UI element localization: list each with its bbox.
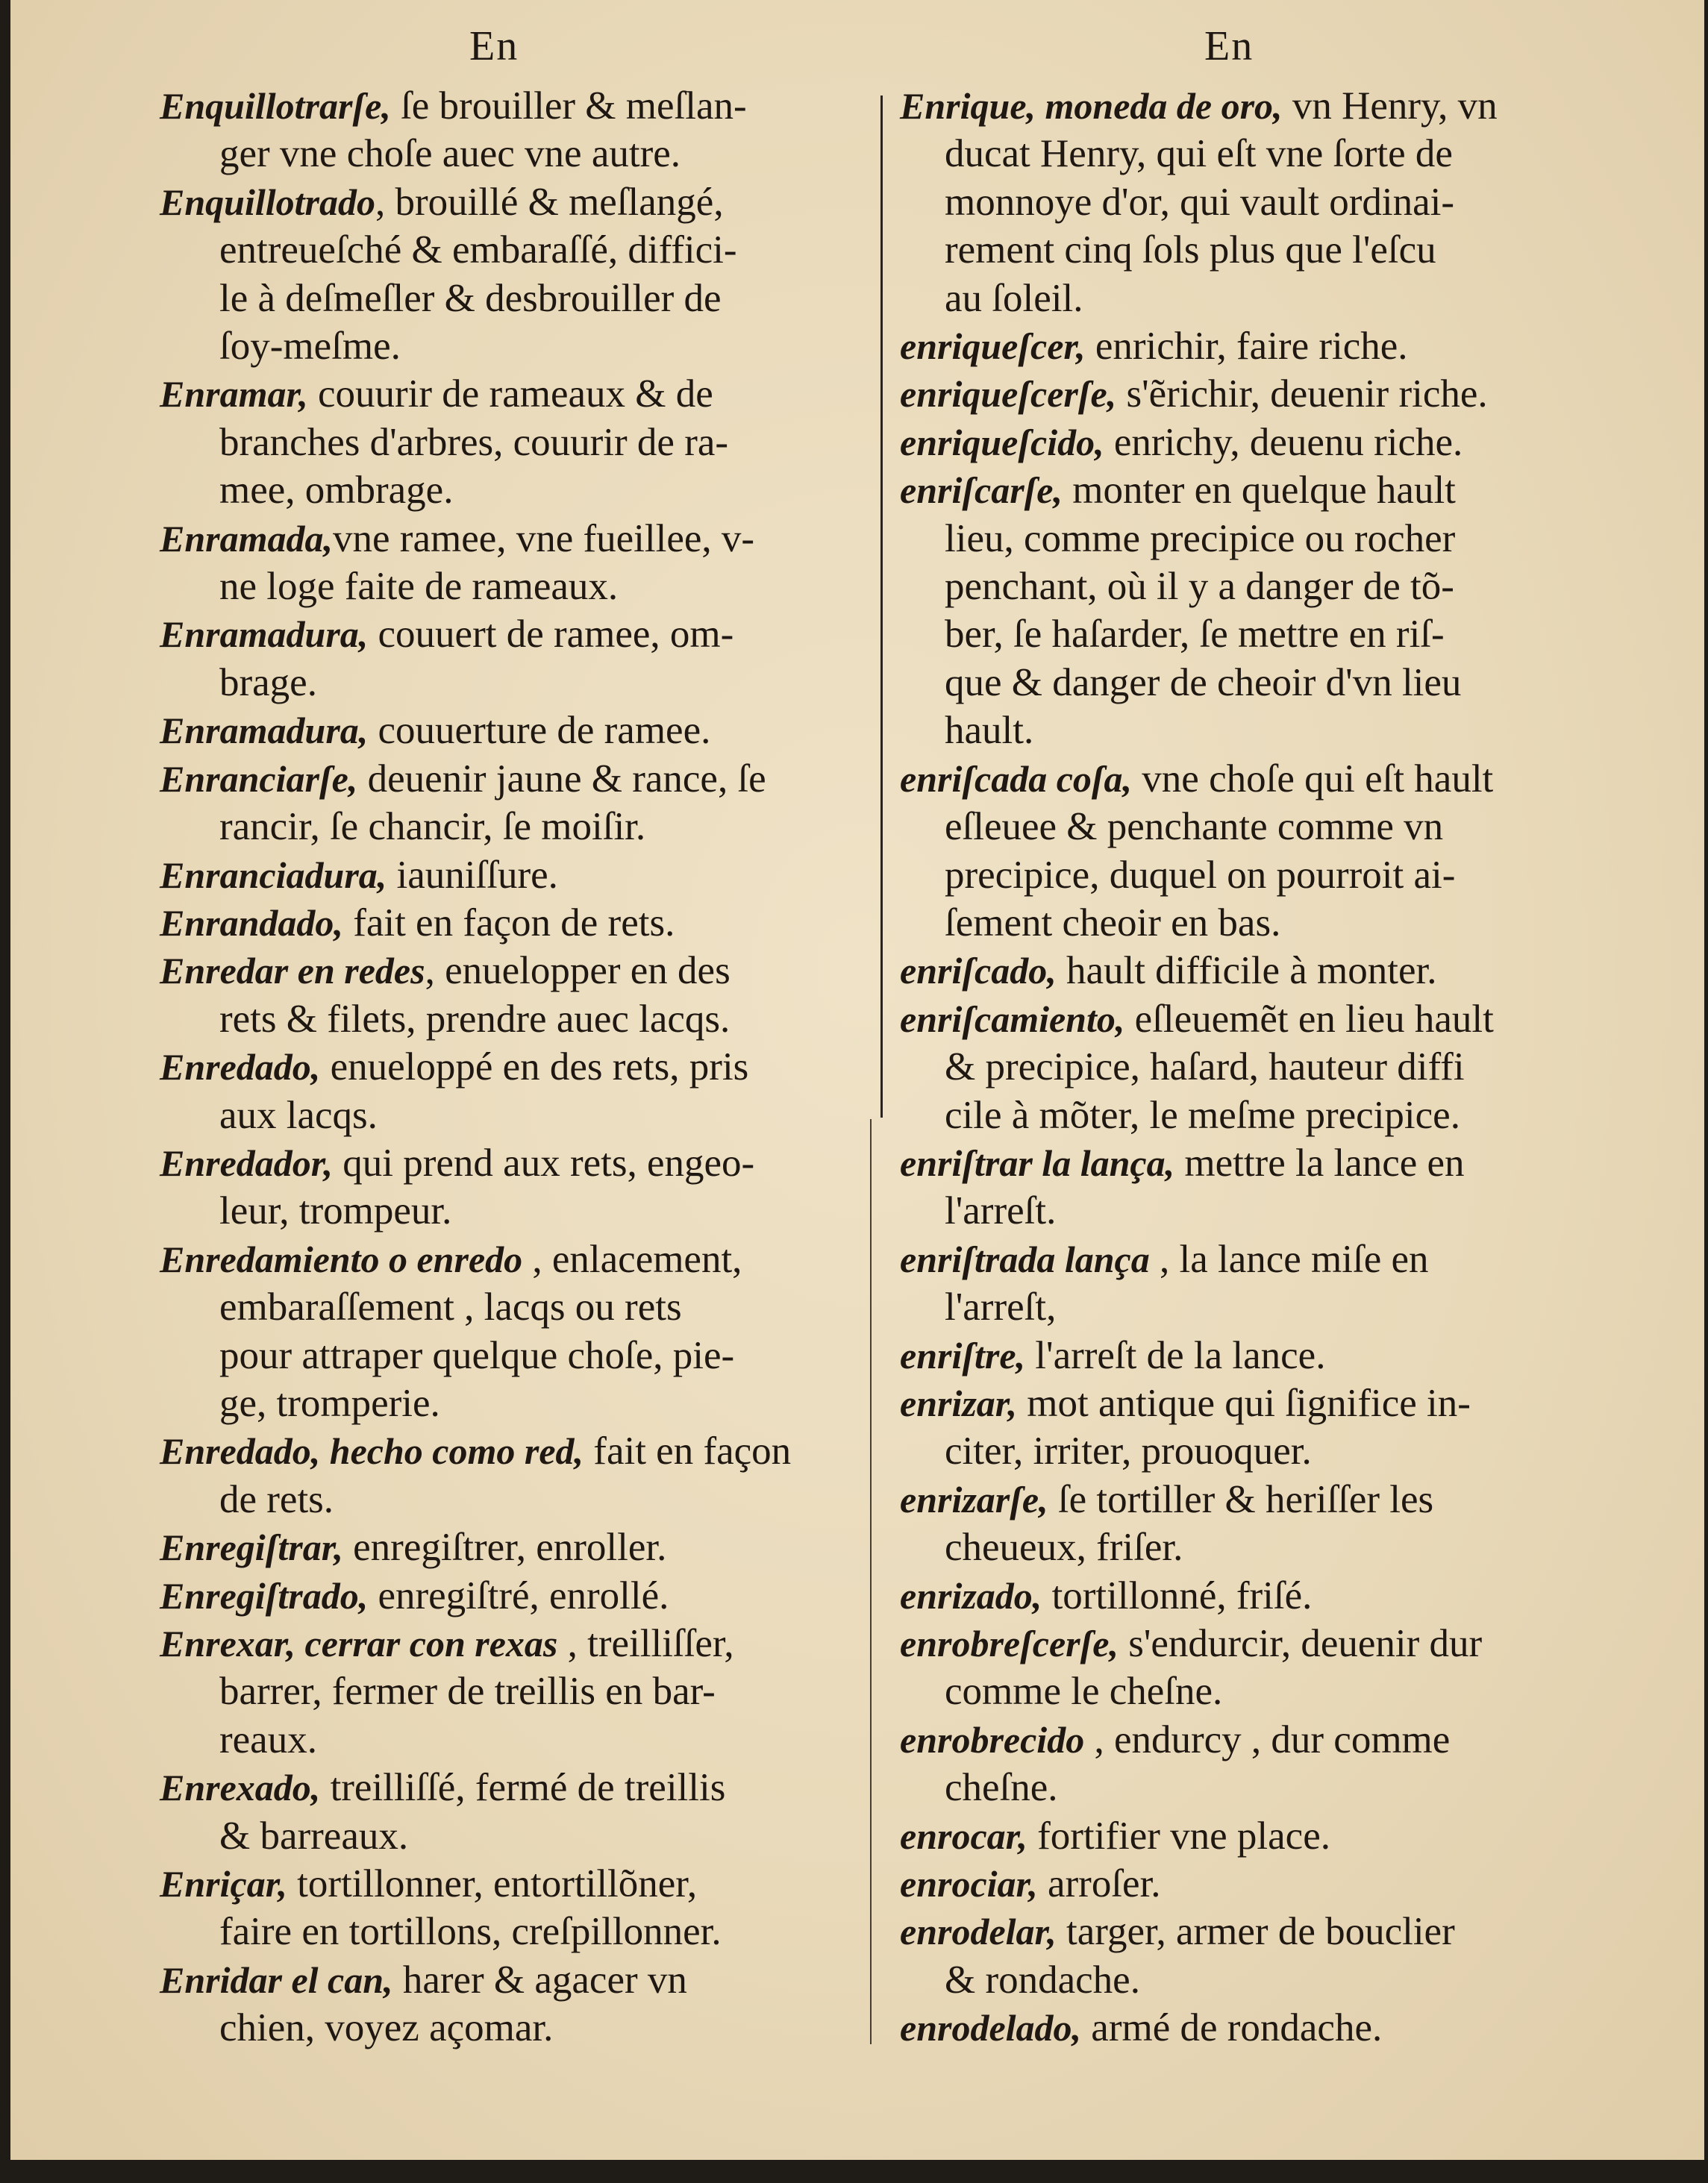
dictionary-entry [900, 947, 1704, 995]
entry-definition-line: eſleuemẽt en lieu hault [1124, 997, 1494, 1041]
entry-definition-line: ger vne choſe auec vne autre. [219, 132, 681, 176]
entry-definition-line: ge, tromperie. [219, 1381, 440, 1425]
entry-headword: enrizar, [900, 1382, 1018, 1424]
entry-headword: enriſtrar la lança, [900, 1141, 1175, 1184]
entry-definition-line: monter en quelque hault [1063, 469, 1456, 513]
dictionary-entry [160, 1043, 876, 1139]
dictionary-entry [900, 1812, 1704, 1860]
entry-definition-line: armé de rondache. [1081, 2006, 1383, 2050]
entry-definition-line: lieu, comme precipice ou rocher [945, 516, 1456, 560]
dictionary-entry [900, 1332, 1704, 1379]
entry-definition-line: arroſer. [1037, 1862, 1161, 1906]
entry-definition-line: ſe brouiller & meſlan- [390, 84, 747, 128]
entry-headword: Enquillotrado [160, 181, 375, 223]
entry-headword: enriſcamiento, [900, 997, 1125, 1040]
entry-headword: enrobrecido [900, 1718, 1085, 1761]
entry-definition-line: chien, voyez açomar. [219, 2006, 554, 2050]
entry-definition-line: embaraſſement , lacqs ou rets [219, 1285, 682, 1329]
entry-headword: enrociar, [900, 1863, 1038, 1905]
entry-headword: enrizado, [900, 1574, 1042, 1617]
entry-definition-line: entreueſché & embaraſſé, diffici- [219, 228, 737, 272]
dictionary-entry [900, 1379, 1704, 1476]
dictionary-entry [160, 610, 876, 707]
right-column [900, 82, 1704, 2052]
entry-headword: Enregiſtrar, [160, 1526, 343, 1569]
entry-definition-line: comme le cheſne. [945, 1670, 1223, 1714]
entry-definition-line: qui prend aux rets, engeo- [333, 1141, 755, 1185]
entry-definition-line: & barreaux. [219, 1814, 409, 1858]
running-head-left: En [469, 23, 519, 69]
entry-headword: Enrexar, cerrar con rexas [160, 1623, 558, 1664]
entry-definition-line: ber, ſe haſarder, ſe mettre en riſ- [945, 613, 1445, 657]
entry-definition-line: hault difficile à monter. [1056, 949, 1437, 993]
entry-definition-line: vne ramee, vne fueillee, v- [333, 516, 755, 560]
entry-definition-line: l'arreſt. [945, 1189, 1057, 1233]
entry-headword: Enregiſtrado, [160, 1574, 369, 1617]
entry-definition-line: , endurcy , dur comme [1084, 1717, 1451, 1761]
entry-headword: Enramar, [160, 373, 308, 416]
entry-definition-line: au ſoleil. [945, 276, 1083, 320]
dictionary-entry [900, 466, 1704, 754]
entry-definition-line: & rondache. [945, 1958, 1140, 2002]
dictionary-entry [160, 82, 876, 178]
dictionary-entry [160, 1572, 876, 1620]
entry-definition-line: monnoye d'or, qui vault ordinai- [945, 180, 1455, 224]
entry-definition-line: rement cinq ſols plus que l'eſcu [945, 228, 1436, 272]
dictionary-entry [900, 419, 1704, 466]
entry-definition-line: que & danger de cheoir d'vn lieu [945, 660, 1462, 704]
entry-headword: enriſcada coſa, [900, 757, 1133, 800]
entry-definition-line: aux lacqs. [219, 1093, 378, 1137]
entry-definition-line: deuenir jaune & rance, ſe [357, 757, 766, 801]
entry-definition-line: cheſne. [945, 1766, 1058, 1810]
entry-headword: enrobreſcerſe, [900, 1623, 1119, 1664]
entry-headword: Enriçar, [160, 1863, 287, 1905]
entry-definition-line: l'arreſt de la lance. [1025, 1333, 1326, 1377]
entry-definition-line: , enlacement, [522, 1237, 742, 1281]
entry-definition-line: pour attraper quelque choſe, pie- [219, 1333, 735, 1377]
entry-headword: Enredar en redes [160, 950, 425, 992]
entry-headword: Enrique, moneda de oro, [900, 85, 1283, 127]
entry-headword: Enredado, [160, 1046, 321, 1089]
dictionary-entry [160, 1523, 876, 1571]
dictionary-entry [160, 178, 876, 371]
left-column [160, 82, 876, 2052]
entry-definition-line: ducat Henry, qui eſt vne ſorte de [945, 132, 1453, 176]
dictionary-entry [900, 2004, 1704, 2052]
dictionary-entry [160, 851, 876, 899]
entry-definition-line: cheueux, friſer. [945, 1526, 1183, 1570]
dictionary-entry [900, 322, 1704, 370]
dictionary-entry [160, 370, 876, 514]
entry-definition-line: , enuelopper en des [425, 949, 731, 993]
entry-headword: enriſcarſe, [900, 469, 1063, 512]
entry-headword: enriqueſcido, [900, 421, 1104, 463]
entry-definition-line: rancir, ſe chancir, ſe moiſir. [219, 805, 646, 849]
dictionary-entry [900, 995, 1704, 1139]
entry-definition-line: mee, ombrage. [219, 469, 454, 513]
entry-definition-line: s'ẽrichir, deuenir riche. [1116, 372, 1488, 416]
entry-definition-line: couurir de rameaux & de [307, 372, 713, 416]
entry-definition-line: barrer, fermer de treillis en bar- [219, 1670, 716, 1714]
entry-definition-line: fait en façon de rets. [342, 901, 675, 945]
entry-definition-line: le à deſmeſler & desbrouiller de [219, 276, 722, 320]
dictionary-entry [160, 947, 876, 1043]
entry-definition-line: s'endurcir, deuenir dur [1118, 1622, 1483, 1665]
entry-headword: enrocar, [900, 1814, 1027, 1857]
entry-definition-line: l'arreſt, [945, 1285, 1057, 1329]
entry-definition-line: couuert de ramee, om- [368, 613, 734, 657]
entry-headword: Enranciadura, [160, 854, 387, 896]
entry-headword: Enramadura, [160, 710, 369, 752]
dictionary-entry [900, 1620, 1704, 1716]
entry-headword: Enridar el can, [160, 1958, 393, 2001]
entry-definition-line: rets & filets, prendre auec lacqs. [219, 997, 731, 1041]
dictionary-entry [160, 515, 876, 611]
entry-definition-line: hault. [945, 709, 1034, 753]
dictionary-entry [160, 1235, 876, 1428]
dictionary-entry [900, 1139, 1704, 1235]
dictionary-entry [160, 1860, 876, 1956]
entry-definition-line: ſe tortiller & heriſſer les [1048, 1477, 1434, 1521]
entry-definition-line: citer, irriter, prouoquer. [945, 1429, 1312, 1473]
dictionary-entry [900, 755, 1704, 948]
entry-definition-line: faire en tortillons, creſpillonner. [219, 1910, 722, 1954]
entry-definition-line: enregiſtrer, enroller. [342, 1526, 667, 1570]
entry-definition-line: , brouillé & meſlangé, [375, 180, 724, 224]
entry-definition-line: targer, armer de bouclier [1056, 1910, 1455, 1954]
entry-headword: enrodelar, [900, 1911, 1057, 1953]
entry-headword: enriqueſcer, [900, 325, 1086, 368]
entry-headword: Enredamiento o enredo [160, 1238, 523, 1280]
entry-headword: enriſtrada lança [900, 1238, 1150, 1280]
dictionary-entry [160, 899, 876, 947]
dictionary-entry [160, 1139, 876, 1235]
dictionary-entry [160, 707, 876, 754]
entry-headword: Enquillotrarſe, [160, 85, 391, 127]
dictionary-entry [900, 1908, 1704, 2004]
dictionary-entry [900, 82, 1704, 322]
entry-definition-line: eſleuee & penchante comme vn [945, 805, 1444, 849]
entry-headword: Enrandado, [160, 901, 343, 944]
entry-headword: enriſtre, [900, 1334, 1026, 1376]
dictionary-entry [160, 755, 876, 851]
entry-definition-line: cile à mõter, le meſme precipice. [945, 1093, 1460, 1137]
dictionary-entry [160, 1620, 876, 1764]
entry-definition-line: enrichir, faire riche. [1085, 325, 1408, 369]
entry-definition-line: fait en façon [584, 1429, 792, 1473]
entry-headword: Enredador, [160, 1141, 334, 1184]
entry-definition-line: tortillonné, friſé. [1042, 1573, 1313, 1617]
entry-definition-line: brage. [219, 660, 317, 704]
entry-headword: Enranciarſe, [160, 757, 358, 800]
entry-definition-line: mettre la lance en [1174, 1141, 1465, 1185]
dictionary-entry [160, 1764, 876, 1860]
entry-definition-line: enregiſtré, enrollé. [368, 1573, 669, 1617]
entry-definition-line: tortillonner, entortillõner, [287, 1862, 698, 1906]
dictionary-entry [900, 1572, 1704, 1620]
entry-definition-line: precipice, duquel on pourroit ai- [945, 853, 1456, 897]
entry-headword: Enramada, [160, 517, 334, 560]
entry-definition-line: treilliſſé, fermé de treillis [320, 1766, 726, 1810]
dictionary-entry [900, 370, 1704, 418]
entry-definition-line: , la lance miſe en [1149, 1237, 1429, 1281]
entry-definition-line: leur, trompeur. [219, 1189, 452, 1233]
entry-definition-line: mot antique qui ſignifice in- [1017, 1381, 1471, 1425]
dictionary-entry [900, 1476, 1704, 1572]
entry-headword: enriqueſcerſe, [900, 373, 1117, 416]
entry-definition-line: de rets. [219, 1477, 334, 1521]
dictionary-entry [900, 1860, 1704, 1908]
entry-headword: Enrexado, [160, 1767, 321, 1809]
entry-headword: enriſcado, [900, 950, 1057, 992]
entry-definition-line: reaux. [219, 1717, 317, 1761]
entry-definition-line: penchant, où il y a danger de tõ- [945, 565, 1454, 609]
entry-definition-line: enrichy, deuenu riche. [1104, 420, 1463, 464]
dictionary-entry [160, 1956, 876, 2052]
running-head-right: En [1204, 23, 1254, 69]
entry-definition-line: couuerture de ramee. [368, 709, 711, 753]
dictionary-entry [900, 1716, 1704, 1812]
entry-definition-line: branches d'arbres, couurir de ra- [219, 420, 729, 464]
dictionary-entry [160, 1427, 876, 1523]
entry-definition-line: ne loge faite de rameaux. [219, 565, 619, 609]
entry-definition-line: enueloppé en des rets, pris [320, 1045, 749, 1089]
entry-definition-line: vn Henry, vn [1282, 84, 1498, 128]
column-divider [880, 95, 883, 1118]
entry-definition-line: vne choſe qui eſt hault [1132, 757, 1494, 801]
entry-headword: Enramadura, [160, 613, 369, 656]
entry-headword: enrizarſe, [900, 1478, 1048, 1520]
entry-definition-line: & precipice, haſard, hauteur diffi [945, 1045, 1465, 1089]
entry-definition-line: ſement cheoir en bas. [945, 901, 1281, 945]
entry-headword: enrodelado, [900, 2007, 1082, 2049]
dictionary-page [10, 0, 1704, 2160]
entry-definition-line: iauniſſure. [387, 853, 558, 897]
entry-headword: Enredado, hecho como red, [160, 1430, 584, 1473]
dictionary-entry [900, 1235, 1704, 1332]
entry-definition-line: fortifier vne place. [1027, 1814, 1330, 1858]
entry-definition-line: harer & agacer vn [392, 1958, 687, 2002]
entry-definition-line: , treilliſſer, [557, 1622, 734, 1665]
entry-definition-line: ſoy-meſme. [219, 325, 401, 369]
